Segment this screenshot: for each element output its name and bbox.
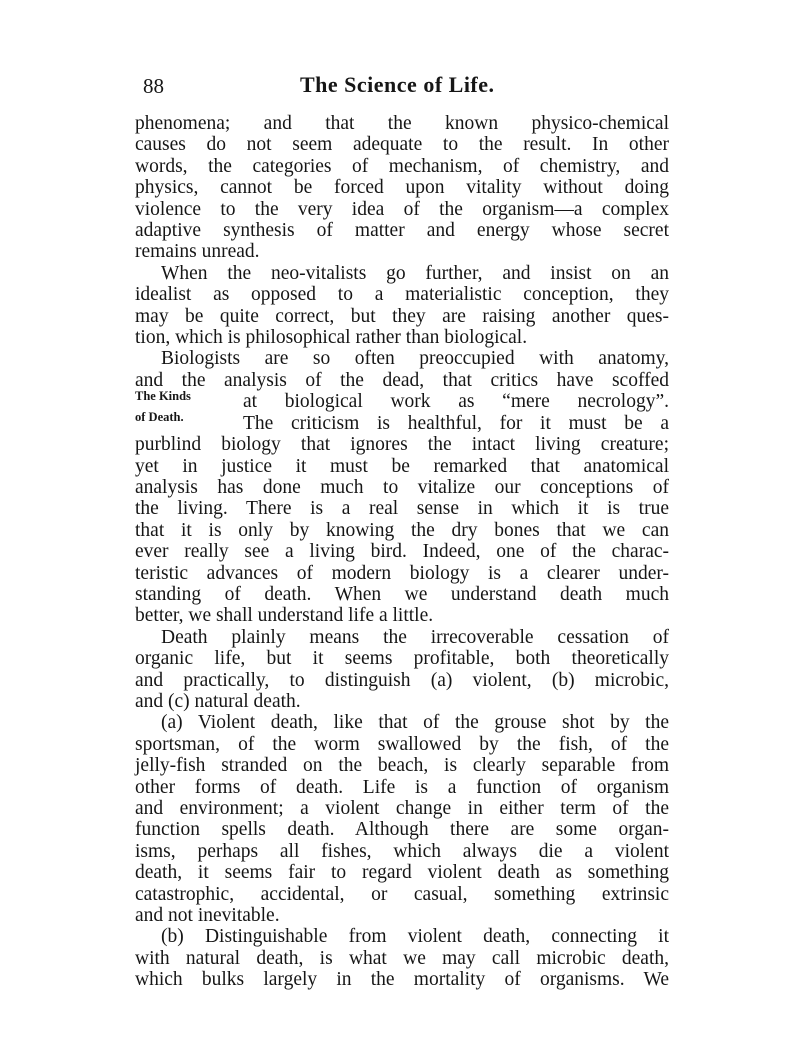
- text-line: and (c) natural death.: [135, 690, 301, 712]
- text-line: words, the categories of mechanism, of chemistry, and: [135, 155, 669, 177]
- text-line: ever really see a living bird. Indeed, one of the charac-: [135, 541, 669, 563]
- text-line: organic life, but it seems profitable, both theoretically: [135, 648, 669, 670]
- text-line: that it is only by knowing the dry bones that we can: [135, 519, 669, 541]
- text-line: violence to the very idea of the organism—a complex: [135, 198, 669, 220]
- text-line: catastrophic, accidental, or casual, something extrinsic: [135, 883, 669, 905]
- text-line: better, we shall understand life a little.: [135, 605, 434, 627]
- text-line: isms, perhaps all fishes, which always die a violent: [135, 840, 669, 862]
- text-line: remains unread.: [135, 241, 260, 263]
- text-line: (a) Violent death, like that of the grouse shot by the: [161, 712, 669, 734]
- text-line: physics, cannot be forced upon vitality without doing: [135, 177, 669, 199]
- body-text: [135, 113, 669, 991]
- text-line: and the analysis of the dead, that critics have scoffed: [135, 369, 669, 391]
- text-line: with natural death, is what we may call microbic death,: [135, 947, 669, 969]
- text-line: standing of death. When we understand death much: [135, 583, 669, 605]
- text-line: analysis has done much to vitalize our conceptions of: [135, 476, 669, 498]
- text-line: When the neo-vitalists go further, and insist on an: [161, 262, 669, 284]
- text-line: and environment; a violent change in either term of the: [135, 798, 669, 819]
- text-line: adaptive synthesis of matter and energy whose secret: [135, 220, 669, 242]
- text-line: The criticism is healthful, for it must be a: [243, 412, 669, 434]
- text-line: function spells death. Although there are some organ-: [135, 819, 669, 841]
- text-line: the living. There is a real sense in which it is true: [135, 498, 669, 520]
- margin-note-line: of Death.: [135, 410, 184, 424]
- text-line: yet in justice it must be remarked that anatomical: [135, 455, 669, 477]
- text-line: purblind biology that ignores the intact living creature;: [135, 434, 669, 456]
- text-line: other forms of death. Life is a function of organism: [135, 776, 669, 798]
- text-line: sportsman, of the worm swallowed by the fish, of the: [135, 733, 669, 755]
- text-line: phenomena; and that the known physico-chemical: [135, 113, 669, 134]
- text-line: and not inevitable.: [135, 905, 280, 927]
- text-line: Death plainly means the irrecoverable cessation of: [161, 626, 669, 648]
- text-line: Biologists are so often preoccupied with anatomy,: [161, 348, 669, 370]
- margin-note-line: The Kinds: [135, 389, 191, 403]
- text-line: and practically, to distinguish (a) violent, (b) microbic,: [135, 669, 669, 691]
- text-line: teristic advances of modern biology is a clearer under-: [135, 562, 669, 584]
- text-line: which bulks largely in the mortality of organisms. We: [135, 969, 669, 991]
- text-line: death, it seems fair to regard violent death as something: [135, 862, 669, 884]
- text-line: at biological work as “mere necrology”.: [243, 391, 669, 413]
- text-line: (b) Distinguishable from violent death, connecting it: [161, 926, 669, 948]
- running-title: The Science of Life.: [300, 72, 495, 97]
- text-line: tion, which is philosophical rather than biological.: [135, 327, 528, 349]
- text-line: causes do not seem adequate to the result. In other: [135, 134, 669, 156]
- text-line: may be quite correct, but they are raising another ques-: [135, 305, 669, 327]
- text-line: jelly-fish stranded on the beach, is clearly separable from: [135, 755, 669, 777]
- page-number: 88: [143, 74, 164, 98]
- text-line: idealist as opposed to a materialistic conception, they: [135, 284, 669, 306]
